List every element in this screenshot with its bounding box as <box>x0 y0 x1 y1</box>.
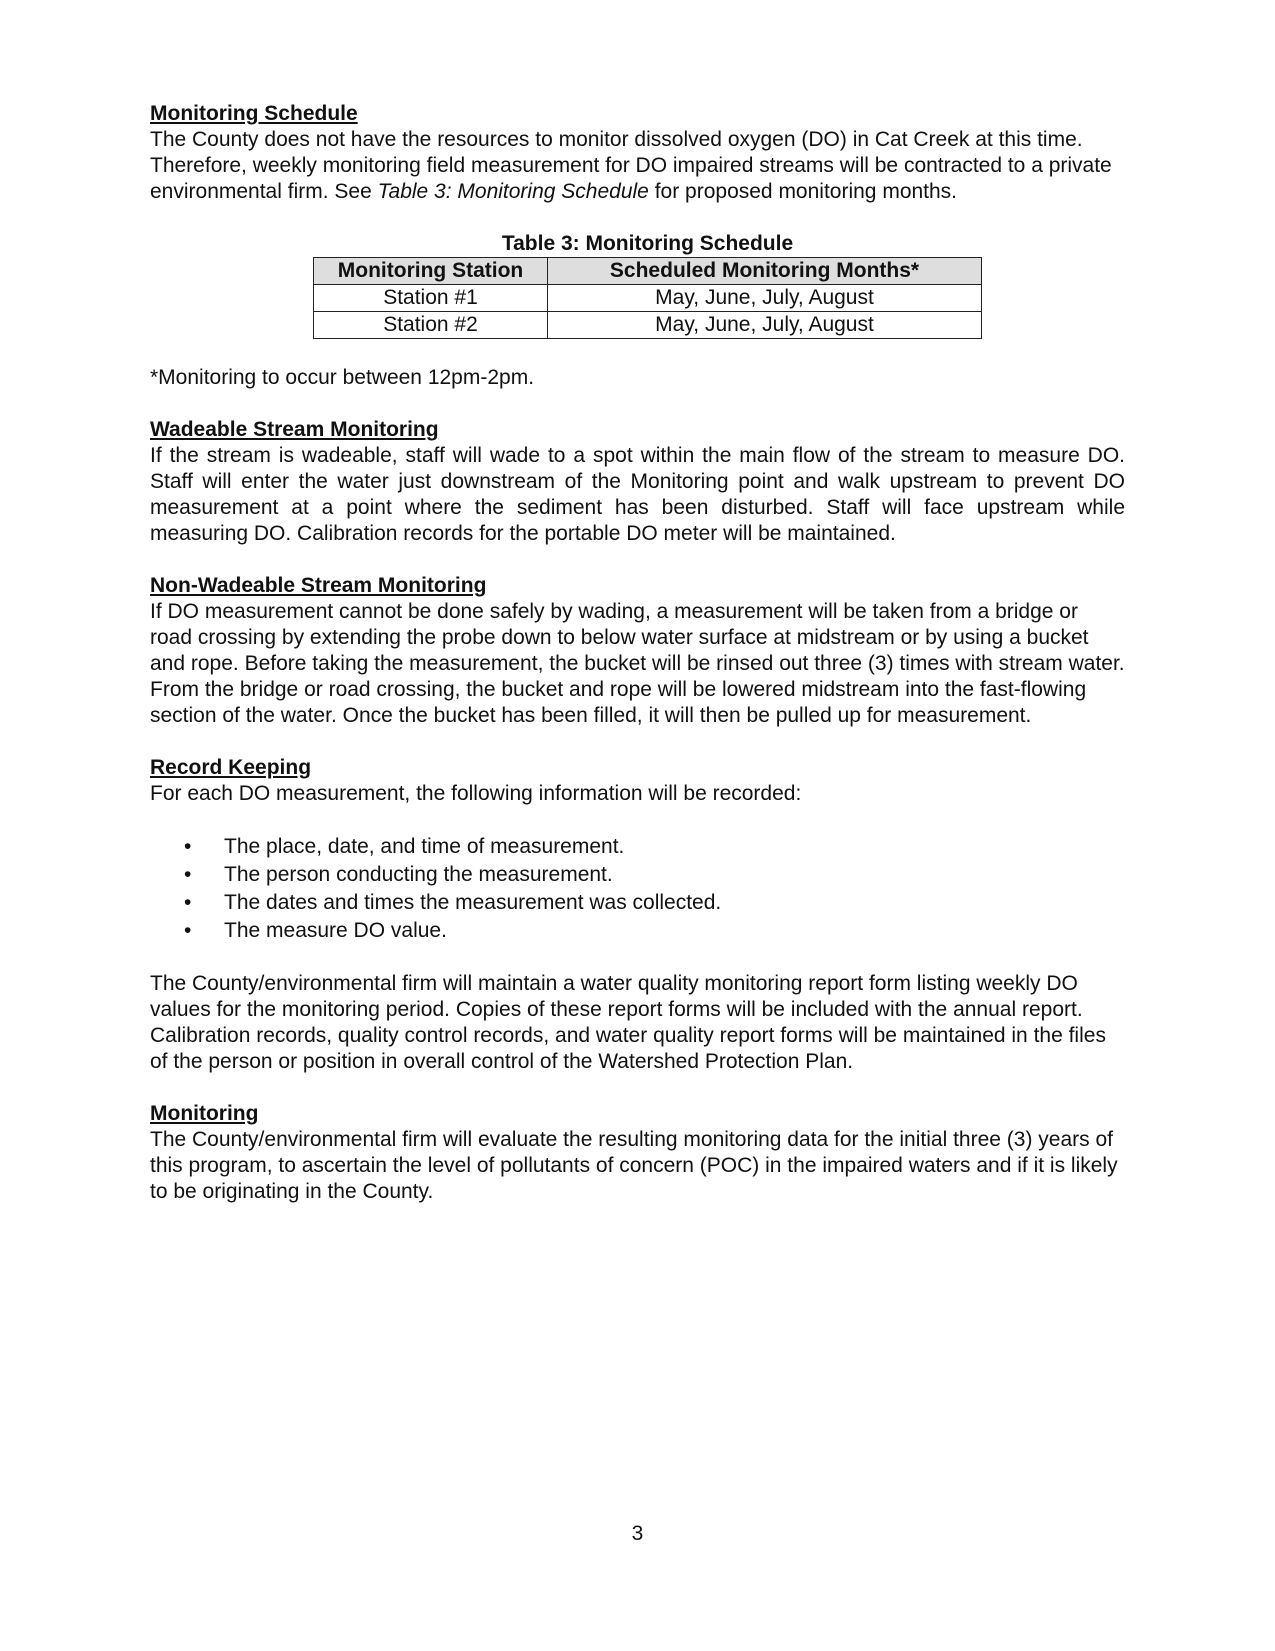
list-item <box>184 917 1125 945</box>
list-item-text: The place, date, and time of measurement. <box>224 835 625 858</box>
monitoring-heading: Monitoring <box>150 1102 259 1125</box>
wadeable-heading: Wadeable Stream Monitoring <box>150 418 439 441</box>
table-reference: Table 3: Monitoring Schedule <box>377 180 649 203</box>
wadeable-paragraph: If the stream is wadeable, staff will wade to a spot within the main flow of the stream to measure DO. Staff will enter the water just downstream of the Monitoring point and walk upstream to prevent DO measurement at a point where the sediment has been disturbed. Staff will face upstream while measuring DO. Calibration records for the portable DO meter will be maintained. <box>150 444 1125 545</box>
record-keeping-intro: For each DO measurement, the following information will be recorded: <box>150 782 802 805</box>
non-wadeable-paragraph: If DO measurement cannot be done safely by wading, a measurement will be taken from a bridge or road crossing by extending the probe down to below water surface at midstream or by using a bucket and rope. Before taking the measurement, the bucket will be rinsed out three (3) times with stream water. From the bridge or road crossing, the bucket and rope will be lowered midstream into the fast-flowing section of the water. Once the bucket has been filled, it will then be pulled up for measurement. <box>150 600 1125 727</box>
table-header-months: Scheduled Monitoring Months* <box>548 258 982 285</box>
wadeable-section <box>150 417 1125 547</box>
table-cell-months: May, June, July, August <box>548 285 982 312</box>
table-row <box>314 312 982 339</box>
record-keeping-section <box>150 755 1125 1075</box>
table-cell-months: May, June, July, August <box>548 312 982 339</box>
monitoring-schedule-text-2: for proposed monitoring months. <box>648 180 958 203</box>
table-cell-station: Station #1 <box>314 285 548 312</box>
page-number: 3 <box>631 1522 644 1545</box>
bullet-icon: • <box>184 919 192 942</box>
table-row <box>314 285 982 312</box>
list-item <box>184 889 1125 917</box>
record-keeping-closing: The County/environmental firm will maintain a water quality monitoring report form listing weekly DO values for the monitoring period. Copies of these report forms will be included with the annual report. Calibration records, quality control records, and water quality report forms will be maintained in the files of the person or position in overall control of the Watershed Protection Plan. <box>150 972 1106 1073</box>
list-item-text: The measure DO value. <box>224 919 447 942</box>
list-item-text: The person conducting the measurement. <box>224 863 613 886</box>
list-item <box>184 833 1125 861</box>
record-keeping-heading: Record Keeping <box>150 756 312 779</box>
list-item-text: The dates and times the measurement was collected. <box>224 891 722 914</box>
page-content <box>150 101 1125 1205</box>
non-wadeable-heading: Non-Wadeable Stream Monitoring <box>150 574 487 597</box>
bullet-icon: • <box>184 835 192 858</box>
table-header-station: Monitoring Station <box>314 258 548 285</box>
monitoring-paragraph: The County/environmental firm will evaluate the resulting monitoring data for the initial three (3) years of this program, to ascertain the level of pollutants of concern (POC) in the impaired waters and if it is likely to be originating in the County. <box>150 1128 1118 1203</box>
monitoring-schedule-text-1: The County does not have the resources to monitor dissolved oxygen (DO) in Cat Creek at this time. Therefore, weekly monitoring field measurement for DO impaired streams will be contracted to a private environmental firm. See <box>150 128 1112 203</box>
table-caption: Table 3: Monitoring Schedule <box>501 232 794 255</box>
list-item <box>184 861 1125 889</box>
monitoring-schedule-heading: Monitoring Schedule <box>150 102 358 125</box>
monitoring-section <box>150 1101 1125 1205</box>
record-keeping-list <box>150 833 1125 945</box>
table-header-row <box>314 258 982 285</box>
non-wadeable-section <box>150 573 1125 729</box>
monitoring-schedule-paragraph <box>150 127 1125 205</box>
bullet-icon: • <box>184 891 192 914</box>
table-cell-station: Station #2 <box>314 312 548 339</box>
monitoring-schedule-table <box>313 257 982 339</box>
table-footnote: *Monitoring to occur between 12pm-2pm. <box>150 366 535 389</box>
monitoring-table-block <box>150 231 1125 339</box>
bullet-icon: • <box>184 863 192 886</box>
